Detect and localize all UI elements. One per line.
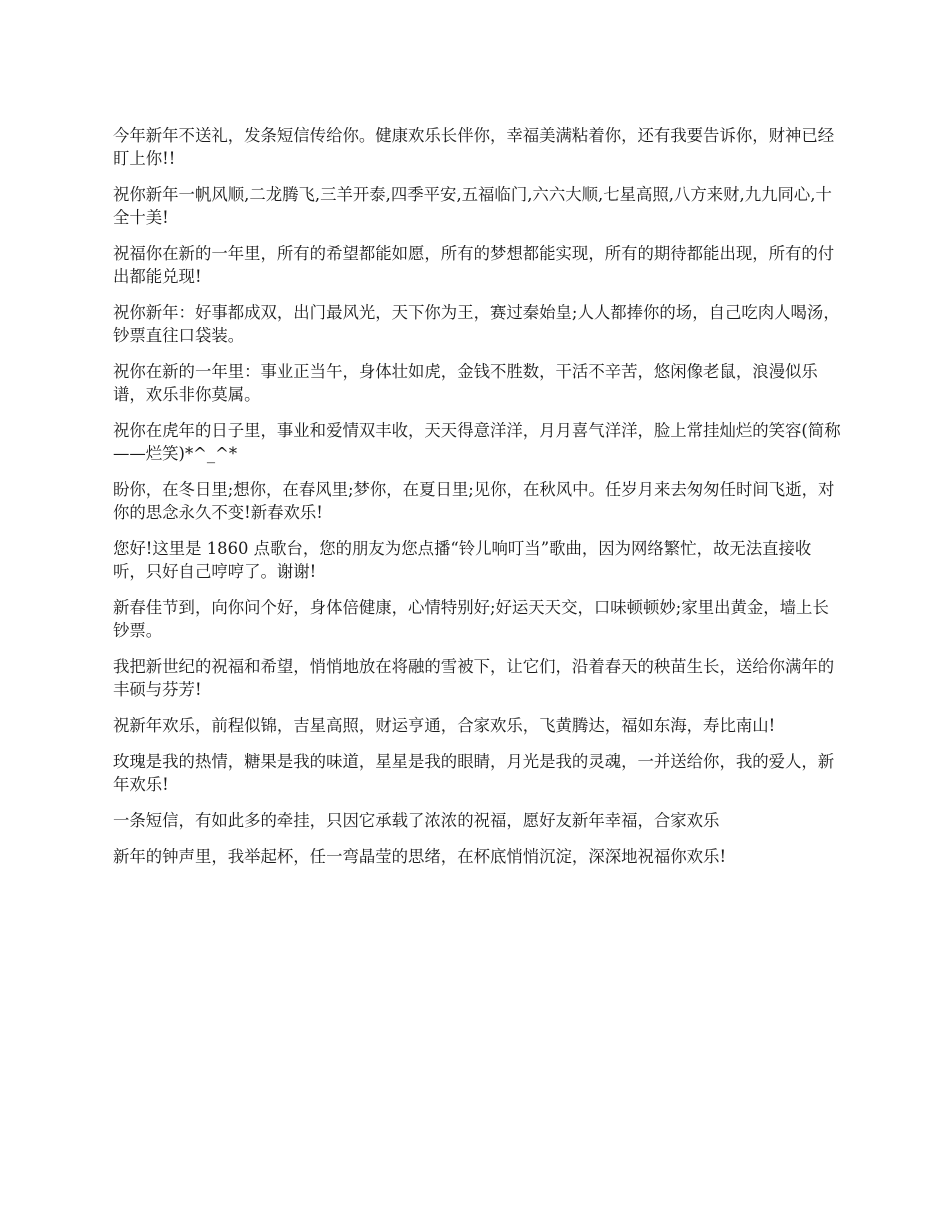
paragraph-5: 祝你在新的一年里：事业正当午，身体壮如虎，金钱不胜数，干活不辛苦，悠闲像老鼠，浪漫似乐谱，欢乐非你莫属。: [113, 362, 818, 404]
paragraph-12: 玫瑰是我的热情，糖果是我的味道，星星是我的眼睛，月光是我的灵魂，一并送给你，我的爱人，新年欢乐!: [113, 752, 835, 794]
paragraph-8: 您好!这里是 1860 点歌台，您的朋友为您点播“铃儿响叮当”歌曲，因为网络繁忙，故无法直接收听，只好自己哼哼了。谢谢!: [113, 539, 812, 581]
paragraph-13: 一条短信，有如此多的牵挂，只因它承载了浓浓的祝福，愿好友新年幸福，合家欢乐: [113, 811, 720, 830]
paragraph-7: 盼你，在冬日里;想你，在春风里;梦你，在夏日里;见你，在秋风中。任岁月来去匆匆任时间飞逝，对你的思念永久不变!新春欢乐!: [113, 480, 835, 522]
paragraph-3: 祝福你在新的一年里，所有的希望都能如愿，所有的梦想都能实现，所有的期待都能出现，所有的付出都能兑现!: [113, 244, 835, 286]
paragraph-1: 今年新年不送礼，发条短信传给你。健康欢乐长伴你，幸福美满粘着你，还有我要告诉你，财神已经盯上你!!: [113, 126, 835, 168]
paragraph-9: 新春佳节到，向你问个好，身体倍健康，心情特别好;好运天天交，口味顿顿妙;家里出黄金，墙上长钞票。: [113, 598, 829, 640]
paragraph-6: 祝你在虎年的日子里，事业和爱情双丰收，天天得意洋洋，月月喜气洋洋，脸上常挂灿烂的笑容(简称——烂笑)*^_^*: [113, 421, 841, 463]
paragraph-4: 祝你新年：好事都成双，出门最风光，天下你为王，赛过秦始皇;人人都捧你的场，自己吃肉人喝汤，钞票直往口袋装。: [113, 303, 840, 345]
paragraph-10: 我把新世纪的祝福和希望，悄悄地放在将融的雪被下，让它们，沿着春天的秧苗生长，送给你满年的丰硕与芬芳!: [113, 657, 835, 699]
document-body: [113, 124, 843, 881]
paragraph-14: 新年的钟声里，我举起杯，任一弯晶莹的思绪，在杯底悄悄沉淀，深深地祝福你欢乐!: [113, 847, 727, 866]
paragraph-11: 祝新年欢乐，前程似锦，吉星高照，财运亨通，合家欢乐，飞黄腾达，福如东海，寿比南山!: [113, 716, 776, 735]
paragraph-2: 祝你新年一帆风顺,二龙腾飞,三羊开泰,四季平安,五福临门,六六大顺,七星高照,八方来财,九九同心,十全十美!: [113, 185, 832, 227]
